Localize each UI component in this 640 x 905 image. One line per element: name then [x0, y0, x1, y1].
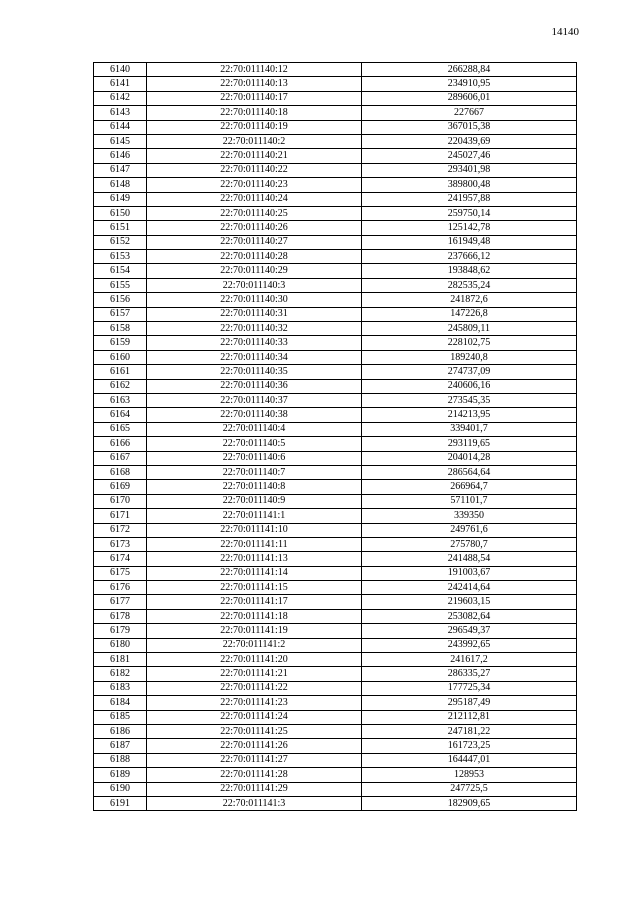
- table-row: [94, 552, 577, 566]
- cadastral-value-cell: 275780,7: [362, 537, 577, 551]
- cadastral-value-cell: 247725,5: [362, 782, 577, 796]
- table-row: [94, 379, 577, 393]
- table-row: [94, 393, 577, 407]
- cadastral-value-cell: 241488,54: [362, 552, 577, 566]
- table-row: [94, 408, 577, 422]
- table-row: [94, 581, 577, 595]
- cadastral-value-cell: 161949,48: [362, 235, 577, 249]
- cadastral-number-cell: 22:70:011141:25: [147, 724, 362, 738]
- table-row: [94, 221, 577, 235]
- row-number-cell: 6183: [94, 681, 147, 695]
- table-row: [94, 465, 577, 479]
- row-number-cell: 6181: [94, 653, 147, 667]
- cadastral-number-cell: 22:70:011140:22: [147, 163, 362, 177]
- table-row: [94, 595, 577, 609]
- row-number-cell: 6178: [94, 609, 147, 623]
- table-row: [94, 163, 577, 177]
- row-number-cell: 6177: [94, 595, 147, 609]
- cadastral-value-cell: 242414,64: [362, 581, 577, 595]
- table-row: [94, 509, 577, 523]
- cadastral-value-cell: 571101,7: [362, 494, 577, 508]
- cadastral-value-cell: 228102,75: [362, 336, 577, 350]
- row-number-cell: 6152: [94, 235, 147, 249]
- table-body: [94, 63, 577, 811]
- cadastral-number-cell: 22:70:011140:32: [147, 322, 362, 336]
- cadastral-number-cell: 22:70:011140:36: [147, 379, 362, 393]
- cadastral-value-cell: 128953: [362, 768, 577, 782]
- cadastral-number-cell: 22:70:011140:4: [147, 422, 362, 436]
- cadastral-number-cell: 22:70:011141:15: [147, 581, 362, 595]
- cadastral-number-cell: 22:70:011140:23: [147, 178, 362, 192]
- cadastral-value-cell: 286335,27: [362, 667, 577, 681]
- row-number-cell: 6153: [94, 250, 147, 264]
- row-number-cell: 6182: [94, 667, 147, 681]
- cadastral-number-cell: 22:70:011140:18: [147, 106, 362, 120]
- row-number-cell: 6154: [94, 264, 147, 278]
- row-number-cell: 6160: [94, 350, 147, 364]
- cadastral-value-cell: 293119,65: [362, 437, 577, 451]
- row-number-cell: 6189: [94, 768, 147, 782]
- cadastral-number-cell: 22:70:011141:20: [147, 653, 362, 667]
- table-row: [94, 667, 577, 681]
- table-row: [94, 350, 577, 364]
- cadastral-number-cell: 22:70:011140:17: [147, 91, 362, 105]
- table-row: [94, 724, 577, 738]
- row-number-cell: 6173: [94, 537, 147, 551]
- cadastral-number-cell: 22:70:011140:31: [147, 307, 362, 321]
- table-row: [94, 753, 577, 767]
- row-number-cell: 6180: [94, 638, 147, 652]
- cadastral-value-cell: 204014,28: [362, 451, 577, 465]
- cadastral-number-cell: 22:70:011140:34: [147, 350, 362, 364]
- row-number-cell: 6161: [94, 365, 147, 379]
- row-number-cell: 6176: [94, 581, 147, 595]
- table-row: [94, 336, 577, 350]
- cadastral-value-cell: 191003,67: [362, 566, 577, 580]
- cadastral-number-cell: 22:70:011141:3: [147, 796, 362, 810]
- cadastral-value-cell: 189240,8: [362, 350, 577, 364]
- table-row: [94, 451, 577, 465]
- table-row: [94, 149, 577, 163]
- row-number-cell: 6143: [94, 106, 147, 120]
- row-number-cell: 6145: [94, 134, 147, 148]
- table-row: [94, 307, 577, 321]
- cadastral-number-cell: 22:70:011140:8: [147, 480, 362, 494]
- cadastral-value-cell: 219603,15: [362, 595, 577, 609]
- cadastral-number-cell: 22:70:011140:12: [147, 63, 362, 77]
- cadastral-value-cell: 289606,01: [362, 91, 577, 105]
- table-row: [94, 77, 577, 91]
- row-number-cell: 6158: [94, 322, 147, 336]
- cadastral-value-cell: 245027,46: [362, 149, 577, 163]
- cadastral-value-cell: 367015,38: [362, 120, 577, 134]
- row-number-cell: 6140: [94, 63, 147, 77]
- cadastral-number-cell: 22:70:011140:21: [147, 149, 362, 163]
- row-number-cell: 6155: [94, 278, 147, 292]
- cadastral-value-cell: 147226,8: [362, 307, 577, 321]
- cadastral-value-cell: 247181,22: [362, 724, 577, 738]
- cadastral-value-cell: 339350: [362, 509, 577, 523]
- cadastral-number-cell: 22:70:011141:18: [147, 609, 362, 623]
- cadastral-number-cell: 22:70:011140:5: [147, 437, 362, 451]
- table-row: [94, 437, 577, 451]
- row-number-cell: 6190: [94, 782, 147, 796]
- row-number-cell: 6191: [94, 796, 147, 810]
- cadastral-number-cell: 22:70:011141:21: [147, 667, 362, 681]
- cadastral-number-cell: 22:70:011141:2: [147, 638, 362, 652]
- cadastral-number-cell: 22:70:011141:10: [147, 523, 362, 537]
- row-number-cell: 6166: [94, 437, 147, 451]
- table-row: [94, 739, 577, 753]
- cadastral-number-cell: 22:70:011141:22: [147, 681, 362, 695]
- cadastral-number-cell: 22:70:011141:29: [147, 782, 362, 796]
- row-number-cell: 6162: [94, 379, 147, 393]
- row-number-cell: 6167: [94, 451, 147, 465]
- cadastral-number-cell: 22:70:011141:27: [147, 753, 362, 767]
- row-number-cell: 6171: [94, 509, 147, 523]
- cadastral-value-cell: 125142,78: [362, 221, 577, 235]
- cadastral-number-cell: 22:70:011140:37: [147, 393, 362, 407]
- cadastral-number-cell: 22:70:011140:27: [147, 235, 362, 249]
- cadastral-value-cell: 214213,95: [362, 408, 577, 422]
- cadastral-number-cell: 22:70:011140:2: [147, 134, 362, 148]
- table-row: [94, 134, 577, 148]
- row-number-cell: 6169: [94, 480, 147, 494]
- cadastral-value-cell: 282535,24: [362, 278, 577, 292]
- row-number-cell: 6168: [94, 465, 147, 479]
- table-row: [94, 106, 577, 120]
- cadastral-value-cell: 220439,69: [362, 134, 577, 148]
- cadastral-number-cell: 22:70:011140:7: [147, 465, 362, 479]
- cadastral-number-cell: 22:70:011141:24: [147, 710, 362, 724]
- cadastral-value-cell: 245809,11: [362, 322, 577, 336]
- cadastral-number-cell: 22:70:011141:14: [147, 566, 362, 580]
- cadastral-value-cell: 241872,6: [362, 293, 577, 307]
- row-number-cell: 6163: [94, 393, 147, 407]
- table-row: [94, 235, 577, 249]
- row-number-cell: 6157: [94, 307, 147, 321]
- row-number-cell: 6151: [94, 221, 147, 235]
- table-row: [94, 768, 577, 782]
- table-row: [94, 681, 577, 695]
- cadastral-number-cell: 22:70:011140:24: [147, 192, 362, 206]
- table-row: [94, 653, 577, 667]
- cadastral-number-cell: 22:70:011141:26: [147, 739, 362, 753]
- cadastral-number-cell: 22:70:011140:30: [147, 293, 362, 307]
- row-number-cell: 6184: [94, 696, 147, 710]
- row-number-cell: 6164: [94, 408, 147, 422]
- cadastral-number-cell: 22:70:011141:11: [147, 537, 362, 551]
- row-number-cell: 6175: [94, 566, 147, 580]
- cadastral-value-cell: 241957,88: [362, 192, 577, 206]
- table-row: [94, 624, 577, 638]
- table-row: [94, 537, 577, 551]
- table-row: [94, 192, 577, 206]
- table-row: [94, 250, 577, 264]
- row-number-cell: 6186: [94, 724, 147, 738]
- table-row: [94, 278, 577, 292]
- cadastral-value-cell: 253082,64: [362, 609, 577, 623]
- cadastral-number-cell: 22:70:011140:19: [147, 120, 362, 134]
- row-number-cell: 6188: [94, 753, 147, 767]
- table-row: [94, 523, 577, 537]
- cadastral-number-cell: 22:70:011141:28: [147, 768, 362, 782]
- table-row: [94, 696, 577, 710]
- row-number-cell: 6156: [94, 293, 147, 307]
- cadastral-value-table: [93, 62, 577, 811]
- table-row: [94, 264, 577, 278]
- cadastral-value-cell: 296549,37: [362, 624, 577, 638]
- table-row: [94, 63, 577, 77]
- cadastral-value-cell: 273545,35: [362, 393, 577, 407]
- row-number-cell: 6185: [94, 710, 147, 724]
- row-number-cell: 6165: [94, 422, 147, 436]
- table-row: [94, 494, 577, 508]
- cadastral-value-cell: 243992,65: [362, 638, 577, 652]
- cadastral-value-cell: 161723,25: [362, 739, 577, 753]
- row-number-cell: 6170: [94, 494, 147, 508]
- table-row: [94, 782, 577, 796]
- table-row: [94, 365, 577, 379]
- row-number-cell: 6159: [94, 336, 147, 350]
- table-row: [94, 120, 577, 134]
- row-number-cell: 6146: [94, 149, 147, 163]
- cadastral-number-cell: 22:70:011140:38: [147, 408, 362, 422]
- cadastral-value-cell: 339401,7: [362, 422, 577, 436]
- cadastral-value-cell: 389800,48: [362, 178, 577, 192]
- table-row: [94, 206, 577, 220]
- cadastral-value-cell: 177725,34: [362, 681, 577, 695]
- cadastral-value-cell: 266288,84: [362, 63, 577, 77]
- cadastral-value-cell: 240606,16: [362, 379, 577, 393]
- cadastral-value-cell: 164447,01: [362, 753, 577, 767]
- cadastral-number-cell: 22:70:011141:13: [147, 552, 362, 566]
- row-number-cell: 6144: [94, 120, 147, 134]
- cadastral-number-cell: 22:70:011141:1: [147, 509, 362, 523]
- row-number-cell: 6141: [94, 77, 147, 91]
- cadastral-number-cell: 22:70:011141:19: [147, 624, 362, 638]
- row-number-cell: 6174: [94, 552, 147, 566]
- cadastral-value-cell: 259750,14: [362, 206, 577, 220]
- cadastral-value-cell: 182909,65: [362, 796, 577, 810]
- row-number-cell: 6142: [94, 91, 147, 105]
- table-row: [94, 566, 577, 580]
- cadastral-value-cell: 227667: [362, 106, 577, 120]
- cadastral-number-cell: 22:70:011141:23: [147, 696, 362, 710]
- cadastral-number-cell: 22:70:011140:29: [147, 264, 362, 278]
- cadastral-number-cell: 22:70:011140:35: [147, 365, 362, 379]
- cadastral-number-cell: 22:70:011141:17: [147, 595, 362, 609]
- table-row: [94, 91, 577, 105]
- page-number: 14140: [551, 26, 579, 38]
- cadastral-value-cell: 237666,12: [362, 250, 577, 264]
- cadastral-number-cell: 22:70:011140:25: [147, 206, 362, 220]
- table-row: [94, 322, 577, 336]
- cadastral-value-cell: 293401,98: [362, 163, 577, 177]
- cadastral-number-cell: 22:70:011140:26: [147, 221, 362, 235]
- cadastral-number-cell: 22:70:011140:3: [147, 278, 362, 292]
- cadastral-value-cell: 241617,2: [362, 653, 577, 667]
- table-row: [94, 178, 577, 192]
- cadastral-number-cell: 22:70:011140:9: [147, 494, 362, 508]
- cadastral-value-cell: 234910,95: [362, 77, 577, 91]
- table-row: [94, 422, 577, 436]
- row-number-cell: 6187: [94, 739, 147, 753]
- cadastral-number-cell: 22:70:011140:28: [147, 250, 362, 264]
- table-row: [94, 480, 577, 494]
- table-row: [94, 796, 577, 810]
- cadastral-value-cell: 295187,49: [362, 696, 577, 710]
- cadastral-value-cell: 249761,6: [362, 523, 577, 537]
- row-number-cell: 6147: [94, 163, 147, 177]
- row-number-cell: 6172: [94, 523, 147, 537]
- cadastral-value-cell: 274737,09: [362, 365, 577, 379]
- cadastral-number-cell: 22:70:011140:6: [147, 451, 362, 465]
- row-number-cell: 6150: [94, 206, 147, 220]
- table-row: [94, 710, 577, 724]
- cadastral-value-cell: 286564,64: [362, 465, 577, 479]
- row-number-cell: 6149: [94, 192, 147, 206]
- cadastral-number-cell: 22:70:011140:33: [147, 336, 362, 350]
- cadastral-value-cell: 212112,81: [362, 710, 577, 724]
- cadastral-value-cell: 193848,62: [362, 264, 577, 278]
- table-row: [94, 638, 577, 652]
- table-row: [94, 293, 577, 307]
- row-number-cell: 6179: [94, 624, 147, 638]
- table-row: [94, 609, 577, 623]
- row-number-cell: 6148: [94, 178, 147, 192]
- cadastral-number-cell: 22:70:011140:13: [147, 77, 362, 91]
- cadastral-value-cell: 266964,7: [362, 480, 577, 494]
